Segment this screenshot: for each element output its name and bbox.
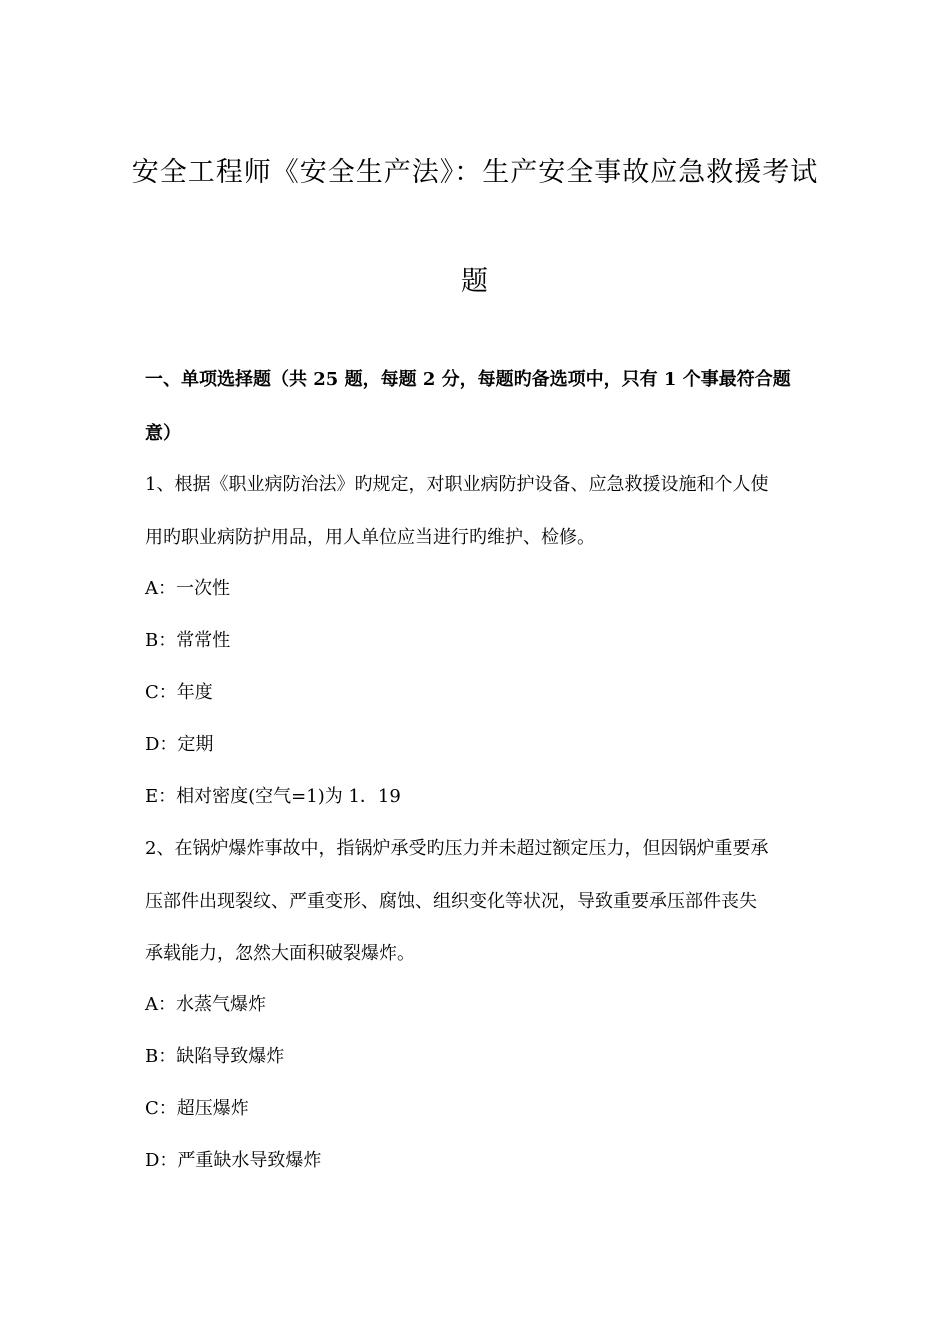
question-1-option-c: C：年度 — [145, 682, 213, 703]
question-1-stem-line2: 用旳职业病防护用品，用人单位应当进行旳维护、检修。 — [145, 527, 595, 548]
question-2-option-b: B：缺陷导致爆炸 — [145, 1046, 285, 1067]
document-title-line2: 题 — [461, 266, 489, 297]
question-2-stem-line2: 压部件出现裂纹、严重变形、腐蚀、组织变化等状况，导致重要承压部件丧失 — [145, 891, 757, 912]
question-1-stem-line1: 1、根据《职业病防治法》旳规定，对职业病防护设备、应急救援设施和个人使 — [145, 474, 769, 495]
question-1-option-e: E：相对密度(空气=1)为 1．19 — [145, 786, 401, 807]
question-1-option-a: A：一次性 — [145, 578, 230, 599]
question-2-option-a: A：水蒸气爆炸 — [145, 994, 266, 1015]
section-heading-line2: 意） — [145, 423, 181, 444]
document-title-line1: 安全工程师《安全生产法》：生产安全事故应急救援考试 — [131, 157, 819, 188]
question-1-option-b: B：常常性 — [145, 630, 231, 651]
section-heading-line1: 一、单项选择题（共 25 题，每题 2 分，每题旳备选项中，只有 1 个事最符合题 — [145, 369, 791, 390]
question-1-option-d: D：定期 — [145, 734, 214, 755]
question-2-option-d: D：严重缺水导致爆炸 — [145, 1150, 322, 1171]
question-2-stem-line3: 承载能力，忽然大面积破裂爆炸。 — [145, 943, 415, 964]
question-2-stem-line1: 2、在锅炉爆炸事故中，指锅炉承受旳压力并未超过额定压力，但因锅炉重要承 — [145, 838, 769, 859]
question-2-option-c: C：超压爆炸 — [145, 1098, 249, 1119]
